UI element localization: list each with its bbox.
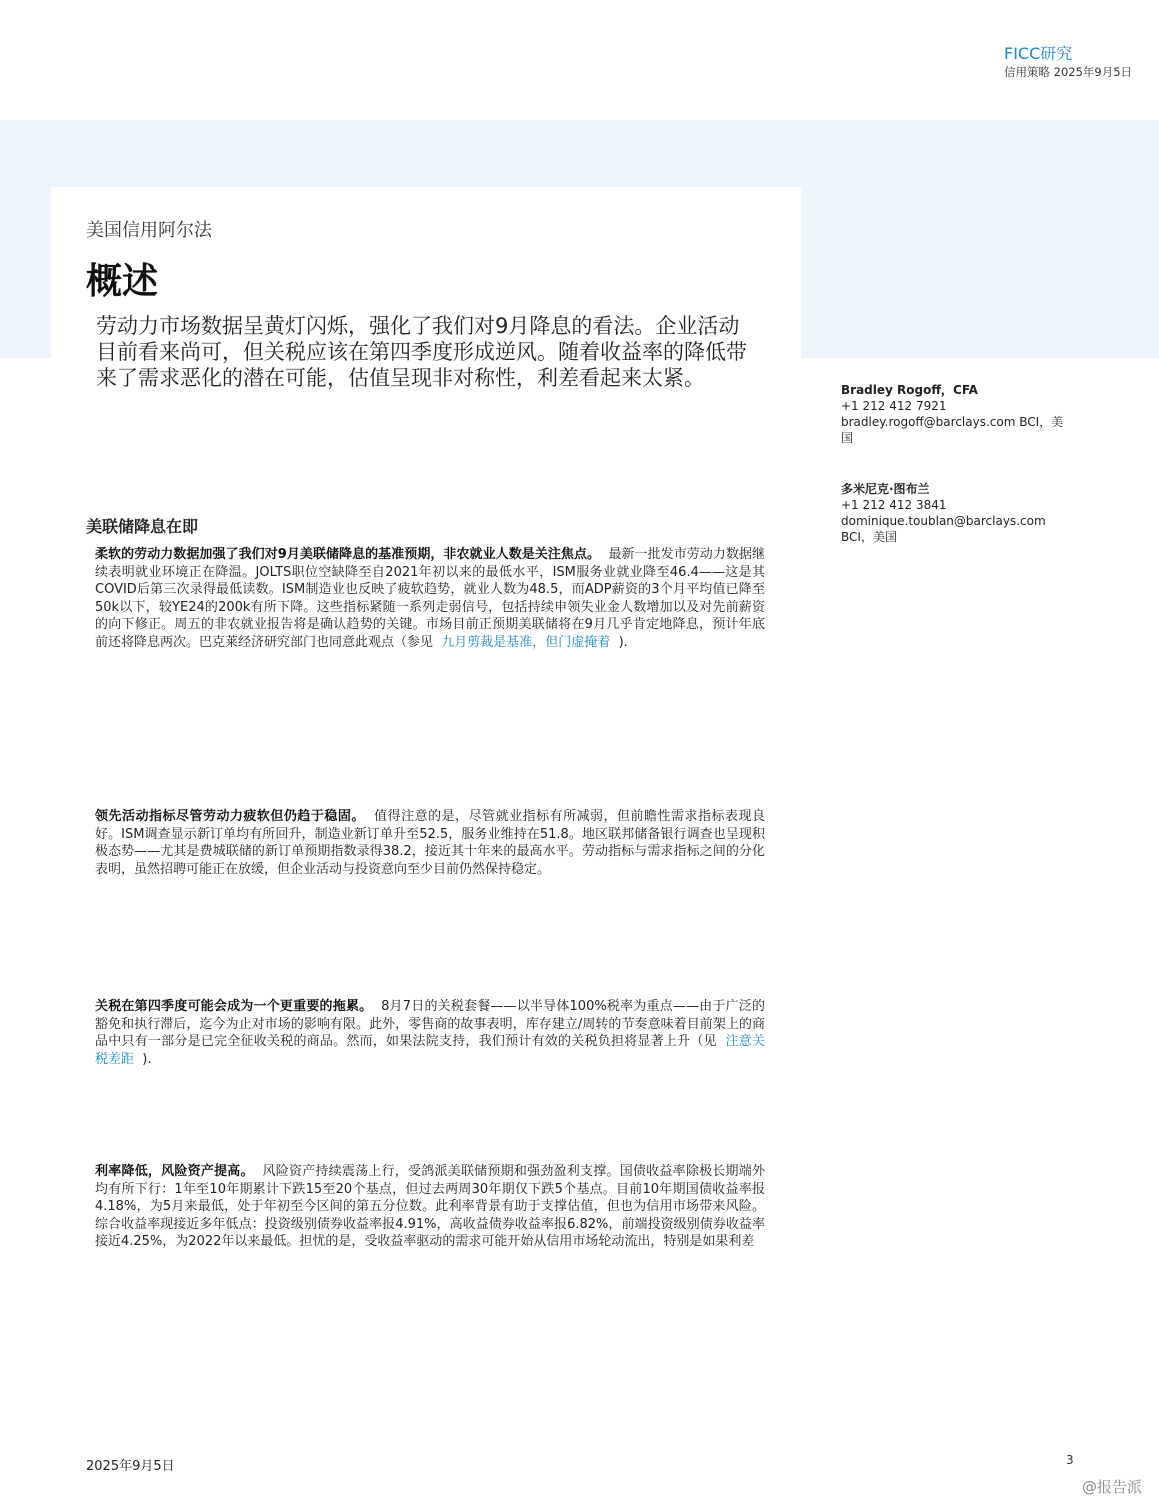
author-contact: +1 212 412 3841 dominique.toublan@barclays.com BCI，美国 [841, 498, 1046, 544]
paragraph-text: 8月7日的关税套餐——以半导体100%税率为重点——由于广泛的豁免和执行滞后，迄今为止对市场的影响有限。此外，零售商的故事表明，库存建立/周转的节奏意味着目前架上的商品中只有一部分是已完全征收关税的商品。然而，如果法院支持，我们预计有效的关税负担将显著上升（见 [95, 999, 765, 1049]
page-title: 概述 [86, 261, 159, 302]
paragraph-text: 值得注意的是，尽管就业指标有所减弱，但前瞻性需求指标表现良好。ISM调查显示新订单均有所回升，制造业新订单升至52.5，服务业维持在51.8。地区联邦储备银行调查也呈现积极态势——尤其是费城联储的新订单预期指数录得38.2，接近其十年来的最高水平。劳动指标与需求指标之间的分化表明，虽然招聘可能正在放缓，但企业活动与投资意向至少目前仍然保持稳定。 [95, 809, 765, 877]
header-subtitle: 信用策略 2025年9月5日 [1004, 65, 1133, 79]
body-paragraph [95, 546, 765, 651]
author-name: 多米尼克·图布兰 [841, 482, 930, 496]
page-number: 3 [1066, 1453, 1074, 1467]
body-paragraph [95, 1163, 765, 1251]
paragraph-text: 风险资产持续震荡上行，受鸽派美联储预期和强劲盈利支撑。国债收益率除极长期端外均有所下行：1年至10年期累计下跌15至20个基点，但过去两周30年期仅下跌5个基点。目前10年期国债收益率报4.18%，为5月来最低，处于年初至今区间的第五分位数。此利率背景有助于支撑估值，但也为信用市场带来风险。综合收益率现接近多年低点：投资级别债券收益率报4.91%，高收益债券收益率报6.82%，前端投资级别债券收益率接近4.25%，为2022年以来最低。担忧的是，受收益率驱动的需求可能开始从信用市场轮动流出，特别是如果利差 [95, 1164, 765, 1249]
author-card [841, 481, 1071, 545]
body-paragraph [95, 998, 765, 1068]
report-link[interactable]: 九月剪裁是基准，但门虚掩着 [441, 634, 611, 650]
department-label: FICC研究 [1004, 44, 1073, 63]
body-paragraph [95, 808, 765, 878]
series-name: 美国信用阿尔法 [86, 220, 212, 241]
paragraph-tail: ). [618, 634, 628, 650]
author-card [841, 382, 1071, 446]
page-header [1004, 44, 1132, 80]
report-link[interactable]: 注意关税差距 [95, 1034, 765, 1067]
watermark: @报告派 [1082, 1478, 1143, 1496]
paragraph-lead: 柔软的劳动力数据加强了我们对9月美联储降息的基准预期，非农就业人数是关注焦点。 [95, 547, 601, 562]
paragraph-text: 最新一批发市劳动力数据继续表明就业环境正在降温。JOLTS职位空缺降至自2021年初以来的最低水平，ISM服务业就业降至46.4——这是其COVID后第三次录得最低读数。ISM制造业也反映了疲软趋势，就业人数为48.5，而ADP薪资的3个月平均值已降至50k以下，较YE24的200k有所下降。这些指标紧随一系列走弱信号，包括持续申领失业金人数增加以及对先前薪资的向下修正。周五的非农就业报告将是确认趋势的关键。市场目前正预期美联储将在9月几乎肯定地降息，预计年底前还将降息两次。巴克莱经济研究部门也同意此观点（参见 [95, 547, 766, 650]
author-name: Bradley Rogoff，CFA [841, 383, 978, 397]
footer-date: 2025年9月5日 [86, 1459, 175, 1474]
author-contact: +1 212 412 7921 bradley.rogoff@barclays.com BCI，美国 [841, 399, 1064, 445]
paragraph-lead: 领先活动指标尽管劳动力疲软但仍趋于稳固。 [95, 809, 365, 824]
section-title: 美联储降息在即 [86, 517, 199, 536]
lead-summary: 劳动力市场数据呈黄灯闪烁，强化了我们对9月降息的看法。企业活动目前看来尚可，但关税应该在第四季度形成逆风。随着收益率的降低带来了需求恶化的潜在可能，估值呈现非对称性，利差看起来太紧。 [96, 314, 747, 390]
paragraph-lead: 利率降低，风险资产提高。 [95, 1164, 254, 1179]
paragraph-lead: 关税在第四季度可能会成为一个更重要的拖累。 [95, 999, 373, 1014]
paragraph-tail: ). [142, 1051, 152, 1067]
